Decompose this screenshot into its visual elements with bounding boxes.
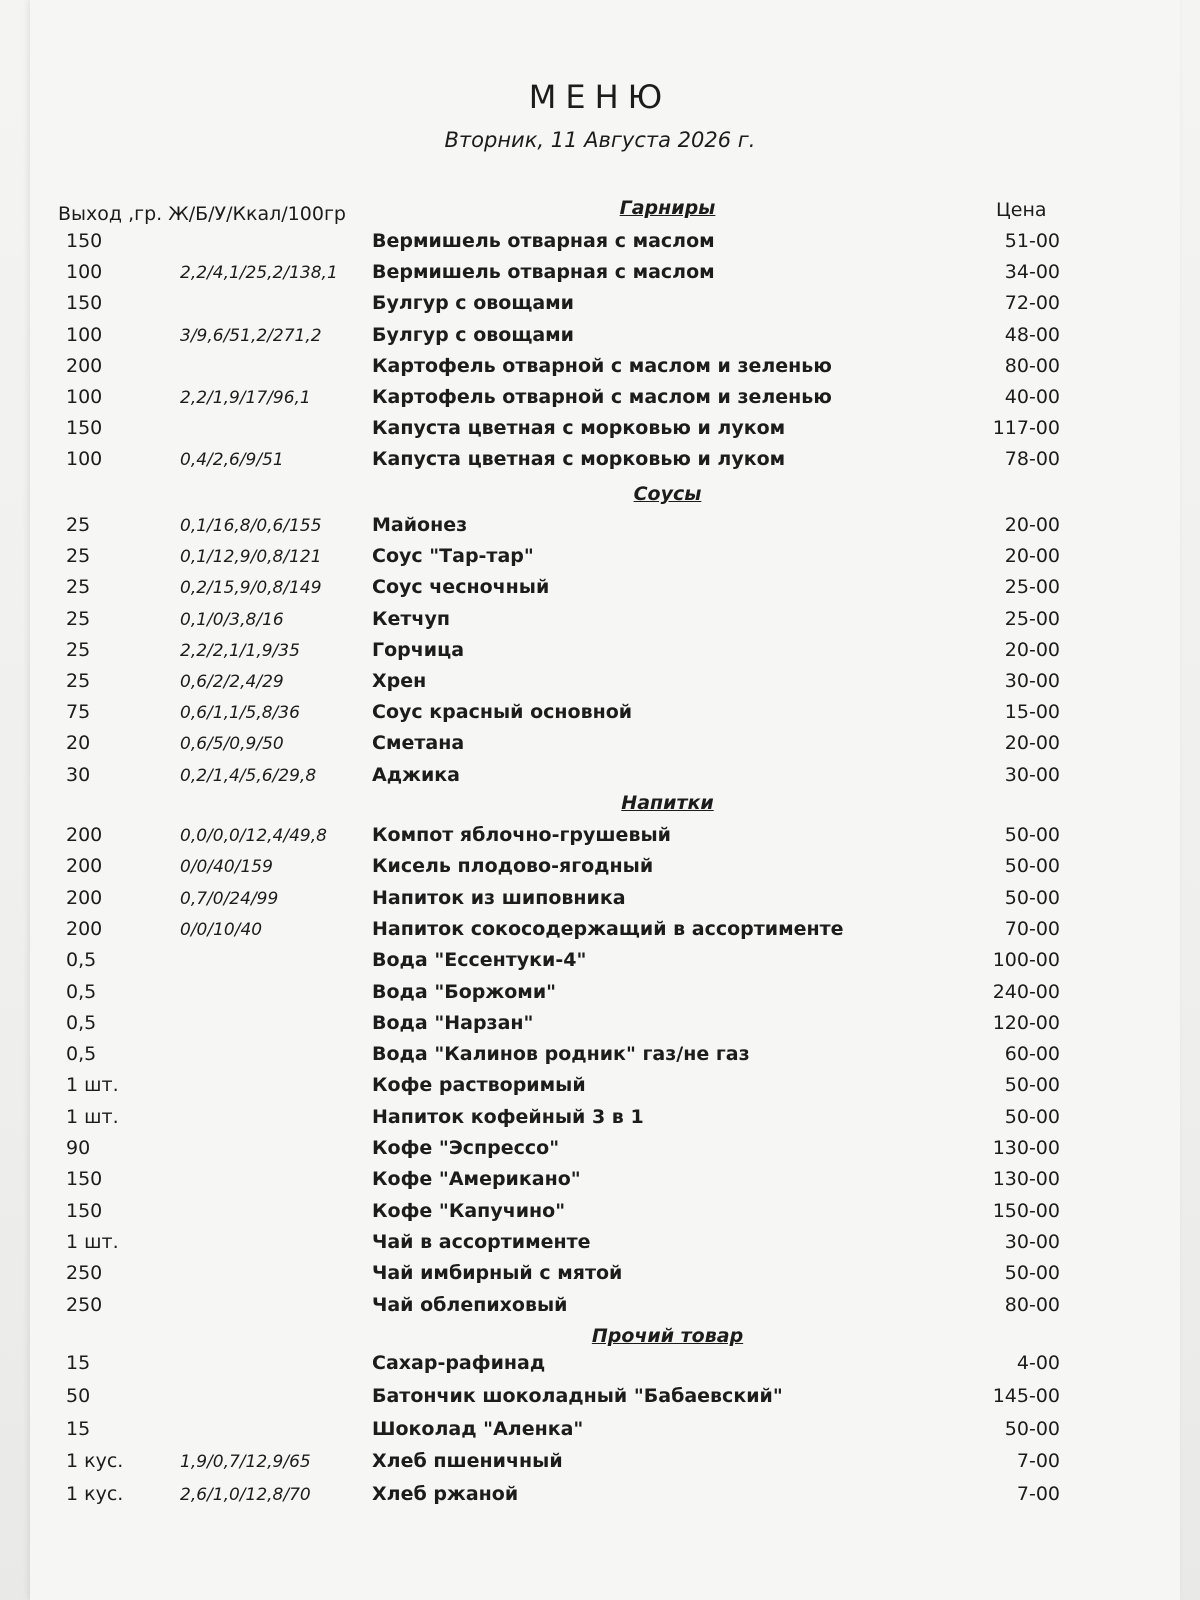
item-name: Вода "Калинов родник" газ/не газ (372, 1043, 750, 1065)
item-price: 34-00 (1004, 261, 1060, 283)
item-name: Вода "Нарзан" (372, 1012, 534, 1034)
item-qty: 0,5 (66, 981, 97, 1003)
menu-item-row (0, 1137, 1200, 1167)
menu-item-row (0, 1168, 1200, 1198)
item-qty: 15 (66, 1352, 91, 1374)
item-name: Сметана (372, 732, 465, 754)
item-name: Капуста цветная с морковью и луком (372, 448, 786, 470)
menu-item-row (0, 1262, 1200, 1292)
item-name: Картофель отварной с маслом и зеленью (372, 355, 832, 377)
item-name: Аджика (372, 764, 460, 786)
item-qty: 1 кус. (66, 1450, 124, 1472)
item-price: 20-00 (1004, 514, 1060, 536)
item-name: Напиток кофейный 3 в 1 (372, 1106, 644, 1128)
item-nutrition: 0/0/40/159 (180, 857, 273, 877)
item-nutrition: 2,6/1,0/12,8/70 (180, 1485, 311, 1505)
item-qty: 200 (66, 887, 103, 909)
item-name: Майонез (372, 514, 468, 536)
section-title: Гарниры (619, 197, 716, 219)
item-name: Вода "Боржоми" (372, 981, 557, 1003)
menu-item-row (0, 417, 1200, 447)
menu-item-row (0, 981, 1200, 1011)
item-nutrition: 0,0/0,0/12,4/49,8 (180, 826, 327, 846)
menu-item-row (0, 764, 1200, 794)
item-qty: 0,5 (66, 1043, 97, 1065)
item-nutrition: 0,2/15,9/0,8/149 (180, 578, 322, 598)
item-qty: 15 (66, 1418, 91, 1440)
item-qty: 25 (66, 608, 91, 630)
item-price: 7-00 (1016, 1483, 1060, 1505)
item-price: 51-00 (1004, 230, 1060, 252)
item-qty: 150 (66, 292, 103, 314)
item-qty: 200 (66, 355, 103, 377)
menu-item-row (0, 514, 1200, 544)
menu-item-row (0, 608, 1200, 638)
item-price: 30-00 (1004, 764, 1060, 786)
item-price: 150-00 (992, 1200, 1060, 1222)
item-qty: 1 кус. (66, 1483, 124, 1505)
item-name: Сахар-рафинад (372, 1352, 546, 1374)
item-qty: 0,5 (66, 949, 97, 971)
item-qty: 25 (66, 639, 91, 661)
item-qty: 100 (66, 261, 103, 283)
menu-item-row (0, 1012, 1200, 1042)
menu-item-row (0, 732, 1200, 762)
item-nutrition: 2,2/1,9/17/96,1 (180, 388, 311, 408)
item-name: Соус красный основной (372, 701, 633, 723)
item-nutrition: 3/9,6/51,2/271,2 (180, 326, 322, 346)
menu-item-row (0, 292, 1200, 322)
item-price: 72-00 (1004, 292, 1060, 314)
item-price: 20-00 (1004, 639, 1060, 661)
item-qty: 1 шт. (66, 1231, 119, 1253)
item-name: Капуста цветная с морковью и луком (372, 417, 786, 439)
item-name: Батончик шоколадный "Бабаевский" (372, 1385, 783, 1407)
item-price: 4-00 (1016, 1352, 1060, 1374)
item-name: Кофе растворимый (372, 1074, 586, 1096)
item-price: 120-00 (992, 1012, 1060, 1034)
menu-item-row (0, 1106, 1200, 1136)
item-name: Булгур с овощами (372, 324, 574, 346)
menu-item-row (0, 1483, 1200, 1513)
item-qty: 20 (66, 732, 91, 754)
item-nutrition: 0,2/1,4/5,6/29,8 (180, 766, 317, 786)
item-name: Кофе "Американо" (372, 1168, 581, 1190)
item-name: Горчица (372, 639, 465, 661)
item-qty: 150 (66, 1200, 103, 1222)
item-nutrition: 2,2/4,1/25,2/138,1 (180, 263, 338, 283)
item-qty: 1 шт. (66, 1106, 119, 1128)
item-price: 50-00 (1004, 1106, 1060, 1128)
item-name: Картофель отварной с маслом и зеленью (372, 386, 832, 408)
menu-date: Вторник, 11 Августа 2026 г. (444, 128, 756, 152)
menu-item-row (0, 355, 1200, 385)
item-price: 50-00 (1004, 855, 1060, 877)
menu-item-row (0, 1231, 1200, 1261)
menu-item-row (0, 324, 1200, 354)
item-nutrition: 0,7/0/24/99 (180, 889, 279, 909)
page-title: МЕНЮ (528, 78, 672, 116)
item-nutrition: 1,9/0,7/12,9/65 (180, 1452, 311, 1472)
menu-item-row (0, 670, 1200, 700)
column-header-price: Цена (996, 199, 1047, 221)
item-price: 7-00 (1016, 1450, 1060, 1472)
item-price: 145-00 (992, 1385, 1060, 1407)
item-qty: 200 (66, 824, 103, 846)
item-price: 50-00 (1004, 824, 1060, 846)
item-price: 30-00 (1004, 670, 1060, 692)
menu-item-row (0, 545, 1200, 575)
menu-item-row (0, 1450, 1200, 1480)
section-title: Соусы (633, 483, 702, 505)
item-nutrition: 0/0/10/40 (180, 920, 263, 940)
item-name: Хрен (372, 670, 427, 692)
item-price: 25-00 (1004, 576, 1060, 598)
item-price: 130-00 (992, 1137, 1060, 1159)
menu-item-row (0, 230, 1200, 260)
item-price: 80-00 (1004, 1294, 1060, 1316)
item-name: Кисель плодово-ягодный (372, 855, 654, 877)
menu-item-row (0, 448, 1200, 478)
menu-item-row (0, 639, 1200, 669)
item-qty: 200 (66, 918, 103, 940)
section-title: Прочий товар (591, 1325, 744, 1347)
item-price: 25-00 (1004, 608, 1060, 630)
item-name: Кетчуп (372, 608, 450, 630)
menu-item-row (0, 1294, 1200, 1324)
item-name: Кофе "Эспрессо" (372, 1137, 560, 1159)
item-name: Чай имбирный с мятой (372, 1262, 623, 1284)
item-qty: 75 (66, 701, 91, 723)
menu-item-row (0, 576, 1200, 606)
item-qty: 100 (66, 386, 103, 408)
item-qty: 0,5 (66, 1012, 97, 1034)
menu-item-row (0, 386, 1200, 416)
item-price: 50-00 (1004, 1074, 1060, 1096)
menu-item-row (0, 887, 1200, 917)
item-qty: 1 шт. (66, 1074, 119, 1096)
item-name: Чай облепиховый (372, 1294, 568, 1316)
item-price: 78-00 (1004, 448, 1060, 470)
item-qty: 150 (66, 417, 103, 439)
item-price: 20-00 (1004, 545, 1060, 567)
item-name: Напиток сокосодержащий в ассортименте (372, 918, 844, 940)
item-name: Хлеб ржаной (372, 1483, 519, 1505)
menu-item-row (0, 918, 1200, 948)
item-nutrition: 0,1/12,9/0,8/121 (180, 547, 322, 567)
item-qty: 100 (66, 324, 103, 346)
item-price: 30-00 (1004, 1231, 1060, 1253)
item-name: Чай в ассортименте (372, 1231, 591, 1253)
item-name: Булгур с овощами (372, 292, 574, 314)
item-price: 130-00 (992, 1168, 1060, 1190)
item-qty: 25 (66, 670, 91, 692)
item-price: 60-00 (1004, 1043, 1060, 1065)
item-qty: 250 (66, 1294, 103, 1316)
item-price: 40-00 (1004, 386, 1060, 408)
item-nutrition: 2,2/2,1/1,9/35 (180, 641, 300, 661)
menu-item-row (0, 1043, 1200, 1073)
item-price: 50-00 (1004, 887, 1060, 909)
item-name: Вода "Ессентуки-4" (372, 949, 587, 971)
item-price: 50-00 (1004, 1262, 1060, 1284)
item-nutrition: 0,1/16,8/0,6/155 (180, 516, 322, 536)
item-nutrition: 0,4/2,6/9/51 (180, 450, 284, 470)
menu-item-row (0, 261, 1200, 291)
item-price: 100-00 (992, 949, 1060, 971)
item-name: Хлеб пшеничный (372, 1450, 563, 1472)
item-qty: 90 (66, 1137, 91, 1159)
item-qty: 100 (66, 448, 103, 470)
item-nutrition: 0,6/2/2,4/29 (180, 672, 284, 692)
item-price: 20-00 (1004, 732, 1060, 754)
menu-item-row (0, 1200, 1200, 1230)
item-qty: 50 (66, 1385, 91, 1407)
item-qty: 30 (66, 764, 91, 786)
menu-item-row (0, 949, 1200, 979)
item-name: Вермишель отварная с маслом (372, 261, 715, 283)
item-qty: 250 (66, 1262, 103, 1284)
item-qty: 25 (66, 576, 91, 598)
item-price: 70-00 (1004, 918, 1060, 940)
item-nutrition: 0,6/5/0,9/50 (180, 734, 284, 754)
item-name: Шоколад "Аленка" (372, 1418, 584, 1440)
menu-item-row (0, 1352, 1200, 1382)
item-price: 240-00 (992, 981, 1060, 1003)
item-price: 15-00 (1004, 701, 1060, 723)
item-nutrition: 0,6/1,1/5,8/36 (180, 703, 300, 723)
item-price: 50-00 (1004, 1418, 1060, 1440)
section-title: Напитки (621, 792, 714, 814)
menu-item-row (0, 855, 1200, 885)
item-qty: 150 (66, 1168, 103, 1190)
item-qty: 150 (66, 230, 103, 252)
item-name: Напиток из шиповника (372, 887, 626, 909)
item-name: Компот яблочно-грушевый (372, 824, 671, 846)
item-qty: 25 (66, 514, 91, 536)
menu-item-row (0, 824, 1200, 854)
column-header-qty-nutrition: Выход ,гр. Ж/Б/У/Ккал/100гр (58, 203, 346, 225)
item-qty: 200 (66, 855, 103, 877)
item-name: Соус чесночный (372, 576, 550, 598)
menu-item-row (0, 701, 1200, 731)
item-price: 48-00 (1004, 324, 1060, 346)
item-price: 80-00 (1004, 355, 1060, 377)
item-name: Вермишель отварная с маслом (372, 230, 715, 252)
item-qty: 25 (66, 545, 91, 567)
menu-item-row (0, 1074, 1200, 1104)
item-name: Соус "Тар-тар" (372, 545, 534, 567)
item-price: 117-00 (992, 417, 1060, 439)
menu-item-row (0, 1385, 1200, 1415)
menu-item-row (0, 1418, 1200, 1448)
item-nutrition: 0,1/0/3,8/16 (180, 610, 284, 630)
item-name: Кофе "Капучино" (372, 1200, 566, 1222)
